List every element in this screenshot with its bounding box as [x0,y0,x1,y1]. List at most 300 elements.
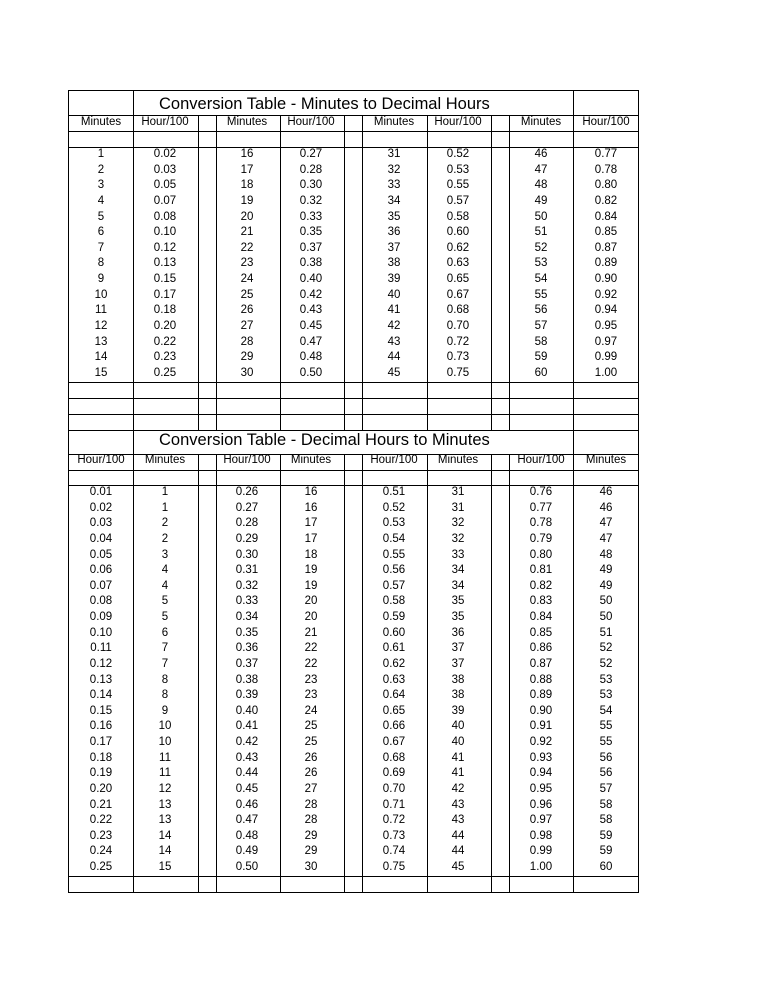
table-cell: 0.90 [594,273,618,286]
table-cell: 17 [304,517,318,530]
table-cell: 33 [451,548,465,561]
table-cell: 0.94 [594,304,618,317]
grid-vline [198,115,199,431]
table-cell: 11 [159,751,171,764]
table-cell: 0.97 [594,335,618,348]
table-cell: 37 [451,657,465,670]
table-cell: 31 [451,486,465,498]
table-cell: 22 [240,241,254,254]
table-cell: 41 [451,767,465,780]
table-cell: 0.78 [529,517,553,530]
table-cell: 0.65 [446,273,470,286]
column-header: Minutes [520,116,562,128]
table-column [452,485,465,876]
table-cell: 0.89 [594,257,618,270]
table-cell: 0.41 [235,720,259,733]
table-cell: 33 [387,179,401,192]
table-cell: 0.12 [89,657,113,670]
table-column [595,147,617,382]
table-cell: 35 [451,595,465,608]
table-cell: 0.51 [382,486,406,498]
table-cell: 43 [451,798,465,811]
table-cell: 2 [161,517,169,530]
table-cell: 32 [387,163,401,176]
table-cell: 46 [534,148,548,160]
table-cell: 0.15 [153,273,177,286]
table-cell: 29 [304,845,318,858]
table-cell: 47 [599,532,613,545]
table-cell: 0.40 [235,704,259,717]
table-cell: 4 [161,579,169,592]
table-cell: 0.63 [382,673,406,686]
table-cell: 0.84 [594,210,618,223]
table-cell: 0.73 [382,829,406,842]
table-cell: 0.15 [89,704,113,717]
table-cell: 32 [451,532,465,545]
table-cell: 0.12 [153,241,177,254]
table-cell: 0.52 [382,501,406,514]
table-cell: 0.50 [235,861,259,873]
table-cell: 0.59 [382,611,406,623]
table-cell: 50 [599,611,613,623]
table-cell: 0.89 [529,689,553,702]
table-cell: 0.32 [299,194,323,207]
table-cell: 0.05 [89,548,113,561]
grid-vline [427,115,428,431]
column-header: Hour/100 [517,454,565,466]
table-cell: 0.48 [235,829,259,842]
table-cell: 13 [158,798,172,811]
table-cell: 0.57 [446,194,470,207]
table-cell: 1 [161,486,169,498]
table-cell: 0.85 [529,626,553,639]
grid-vline [491,115,492,431]
table-cell: 56 [599,751,613,764]
table-cell: 0.98 [529,829,553,842]
table-cell: 25 [240,288,254,301]
table-cell: 21 [240,226,254,239]
table-cell: 24 [240,273,254,286]
table-cell: 29 [304,829,318,842]
table-cell: 29 [240,351,254,364]
table-cell: 0.54 [382,532,406,545]
table-cell: 3 [97,179,105,192]
table-cell: 41 [451,751,465,764]
table-cell: 26 [304,751,318,764]
table-cell: 0.40 [299,273,323,286]
table-cell: 48 [599,548,613,561]
table-cell: 34 [451,579,465,592]
table-cell: 0.53 [382,517,406,530]
table-cell: 0.87 [594,241,618,254]
table-cell: 7 [161,642,169,655]
column-header: Hour/100 [141,116,189,128]
table-cell: 20 [240,210,254,223]
table-cell: 0.68 [382,751,406,764]
column-header: Minutes [226,116,268,128]
table-cell: 54 [599,704,613,717]
column-header: Minutes [373,116,415,128]
table-cell: 57 [534,320,548,333]
table-cell: 51 [534,226,548,239]
table-cell: 26 [240,304,254,317]
table-cell: 0.28 [299,163,323,176]
table-cell: 39 [387,273,401,286]
table-cell: 7 [161,657,169,670]
table-cell: 0.25 [89,861,113,873]
table-cell: 0.22 [153,335,177,348]
table-cell: 0.14 [89,689,113,702]
table-cell: 40 [451,720,465,733]
table-cell: 0.72 [382,814,406,827]
grid-vline [133,90,134,893]
table-cell: 28 [304,814,318,827]
table-cell: 25 [304,720,318,733]
column-header: Minutes [80,116,122,128]
table-column [383,485,405,876]
grid-hline [68,131,638,132]
table-cell: 0.93 [529,751,553,764]
table-cell: 37 [387,241,401,254]
table-cell: 0.64 [382,689,406,702]
table-cell: 0.88 [529,673,553,686]
table-cell: 0.81 [529,564,553,577]
grid-hline [68,485,638,486]
table-cell: 0.53 [446,163,470,176]
table-cell: 40 [451,736,465,748]
table-cell: 21 [304,626,318,639]
table-cell: 0.03 [153,163,177,176]
table-column [159,485,172,876]
table-cell: 28 [304,798,318,811]
table-cell: 2 [161,532,169,545]
column-header: Hour/100 [223,454,271,466]
table-cell: 0.91 [529,720,553,733]
table-cell: 58 [599,798,613,811]
grid-vline [216,454,217,893]
table-cell: 28 [240,335,254,348]
table-cell: 0.70 [382,782,406,795]
table-cell: 0.47 [235,814,259,827]
table-cell: 0.38 [235,673,259,686]
table-cell: 12 [158,782,172,795]
table-column [241,147,254,382]
table-cell: 0.19 [89,767,113,780]
table-cell: 0.61 [382,642,406,655]
table-cell: 0.62 [382,657,406,670]
grid-hline [68,90,638,91]
table-cell: 18 [304,548,318,561]
table-cell: 0.27 [235,501,259,514]
grid-vline [280,115,281,431]
table-cell: 5 [161,595,169,608]
table-cell: 0.22 [89,814,113,827]
table-cell: 23 [304,673,318,686]
table-cell: 19 [240,194,254,207]
table-cell: 20 [304,611,318,623]
table-cell: 52 [599,657,613,670]
table-cell: 0.24 [89,845,113,858]
grid-vline [344,454,345,893]
table-cell: 0.76 [529,486,553,498]
table-cell: 0.29 [235,532,259,545]
table-cell: 52 [534,241,548,254]
table-cell: 0.95 [594,320,618,333]
column-header: Minutes [585,454,627,466]
table-cell: 56 [599,767,613,780]
column-header: Hour/100 [582,116,630,128]
table-cell: 55 [599,720,613,733]
table-cell: 0.84 [529,611,553,623]
table-cell: 57 [599,782,613,795]
table-cell: 0.45 [235,782,259,795]
table-cell: 0.97 [529,814,553,827]
table-cell: 50 [599,595,613,608]
table-cell: 0.26 [235,486,259,498]
table-cell: 0.49 [235,845,259,858]
table-cell: 35 [451,611,465,623]
table-cell: 0.16 [89,720,113,733]
table-cell: 9 [97,273,105,286]
table-cell: 0.71 [382,798,406,811]
grid-vline [362,454,363,893]
table-cell: 37 [451,642,465,655]
table-cell: 0.74 [382,845,406,858]
table-cell: 0.92 [529,736,553,748]
table-cell: 59 [534,351,548,364]
table-cell: 8 [97,257,105,270]
table-cell: 0.32 [235,579,259,592]
table-cell: 39 [451,704,465,717]
table-cell: 0.02 [153,148,177,160]
table-column [300,147,322,382]
table-cell: 0.65 [382,704,406,717]
table-cell: 49 [599,564,613,577]
table-cell: 0.31 [235,564,259,577]
table-cell: 2 [97,163,105,176]
table-cell: 27 [240,320,254,333]
table-cell: 7 [97,241,105,254]
table-cell: 0.96 [529,798,553,811]
table-cell: 51 [599,626,613,639]
table-cell: 0.60 [382,626,406,639]
table-cell: 0.11 [90,642,112,655]
table-cell: 19 [304,564,318,577]
table-cell: 49 [534,194,548,207]
table-cell: 13 [158,814,172,827]
table2-title: Conversion Table - Decimal Hours to Minutes [159,431,490,449]
table-cell: 59 [599,829,613,842]
table-cell: 4 [161,564,169,577]
table-cell: 0.38 [299,257,323,270]
table-cell: 42 [451,782,465,795]
table-cell: 0.56 [382,564,406,577]
table-column [90,485,112,876]
grid-vline [638,90,639,893]
table-cell: 47 [534,163,548,176]
table-cell: 0.20 [89,782,113,795]
table-cell: 0.73 [446,351,470,364]
table-cell: 49 [599,579,613,592]
table-cell: 0.09 [89,611,113,623]
table-cell: 53 [599,673,613,686]
table-cell: 0.80 [529,548,553,561]
column-header: Hour/100 [287,116,335,128]
table-cell: 34 [387,194,401,207]
table-cell: 43 [387,335,401,348]
table-cell: 1.00 [594,366,618,379]
table-cell: 0.58 [446,210,470,223]
table-cell: 14 [158,829,172,842]
table-cell: 0.79 [529,532,553,545]
table-cell: 0.21 [89,798,113,811]
column-header: Minutes [437,454,479,466]
table-cell: 53 [599,689,613,702]
table-cell: 0.99 [594,351,618,364]
table-cell: 23 [240,257,254,270]
grid-vline [198,454,199,893]
grid-vline [491,454,492,893]
table-cell: 0.20 [153,320,177,333]
table-cell: 0.43 [299,304,323,317]
table-cell: 0.94 [529,767,553,780]
table-cell: 16 [240,148,254,160]
table-cell: 0.28 [235,517,259,530]
table-cell: 0.08 [153,210,177,223]
table-cell: 0.75 [382,861,406,873]
table-cell: 22 [304,657,318,670]
table-cell: 20 [304,595,318,608]
table-cell: 41 [387,304,401,317]
table-cell: 47 [599,517,613,530]
grid-hline [68,876,638,877]
grid-vline [427,454,428,893]
table-cell: 19 [304,579,318,592]
table-cell: 0.66 [382,720,406,733]
table-cell: 15 [158,861,172,873]
table-cell: 0.06 [89,564,113,577]
table-cell: 0.48 [299,351,323,364]
table-cell: 5 [97,210,105,223]
grid-hline [68,892,638,893]
table-cell: 0.95 [529,782,553,795]
table-column [95,147,108,382]
table-cell: 11 [159,767,171,780]
table-cell: 0.92 [594,288,618,301]
table-cell: 0.08 [89,595,113,608]
table-cell: 0.50 [299,366,323,379]
table-cell: 8 [161,689,169,702]
table-cell: 0.58 [382,595,406,608]
table-column [600,485,613,876]
table-cell: 12 [94,320,108,333]
table-cell: 0.47 [299,335,323,348]
table-cell: 0.80 [594,179,618,192]
table-cell: 0.01 [89,486,113,498]
table-cell: 34 [451,564,465,577]
table-cell: 0.68 [446,304,470,317]
table-cell: 9 [161,704,169,717]
table-cell: 0.67 [382,736,406,748]
table-cell: 52 [599,642,613,655]
column-header: Minutes [144,454,186,466]
table-cell: 3 [161,548,169,561]
grid-hline [68,398,638,399]
table-cell: 0.42 [235,736,259,748]
table-cell: 58 [534,335,548,348]
grid-hline [68,382,638,383]
table-cell: 0.70 [446,320,470,333]
table-cell: 10 [94,288,108,301]
grid-vline [68,90,69,893]
table-cell: 0.44 [235,767,259,780]
table-cell: 46 [599,501,613,514]
table-cell: 0.07 [89,579,113,592]
table-cell: 0.45 [299,320,323,333]
table-column [236,485,258,876]
grid-vline [216,115,217,431]
table-cell: 0.02 [89,501,113,514]
table-cell: 1 [97,148,105,160]
table-cell: 8 [161,673,169,686]
grid-vline [509,454,510,893]
table-cell: 23 [304,689,318,702]
table-cell: 0.30 [299,179,323,192]
table-cell: 15 [94,366,108,379]
table-cell: 6 [97,226,105,239]
table-cell: 22 [304,642,318,655]
table-cell: 0.13 [153,257,177,270]
grid-vline [344,115,345,431]
column-header: Hour/100 [434,116,482,128]
table-cell: 36 [387,226,401,239]
table-cell: 35 [387,210,401,223]
table-column [388,147,401,382]
table-cell: 0.27 [299,148,323,160]
table-column [447,147,469,382]
table-cell: 0.90 [529,704,553,717]
table1-title: Conversion Table - Minutes to Decimal Hours [159,95,490,113]
table-cell: 42 [387,320,401,333]
table-cell: 44 [451,829,465,842]
table-cell: 0.86 [529,642,553,655]
table-cell: 11 [95,304,107,317]
table-cell: 31 [387,148,401,160]
table-cell: 58 [599,814,613,827]
table-cell: 0.23 [153,351,177,364]
table-cell: 0.23 [89,829,113,842]
table-cell: 0.67 [446,288,470,301]
table-cell: 0.85 [594,226,618,239]
table-cell: 45 [451,861,465,873]
table-cell: 0.33 [235,595,259,608]
table-cell: 0.34 [235,611,259,623]
table-cell: 0.83 [529,595,553,608]
table-cell: 14 [94,351,108,364]
table-cell: 0.13 [89,673,113,686]
table-cell: 0.46 [235,798,259,811]
table-cell: 10 [158,720,172,733]
table-cell: 16 [304,486,318,498]
grid-hline [68,414,638,415]
table-cell: 0.63 [446,257,470,270]
table-cell: 0.43 [235,751,259,764]
table-cell: 53 [534,257,548,270]
table-cell: 0.82 [594,194,618,207]
table-cell: 55 [599,736,613,748]
table-cell: 38 [451,689,465,702]
table-cell: 1.00 [529,861,553,873]
